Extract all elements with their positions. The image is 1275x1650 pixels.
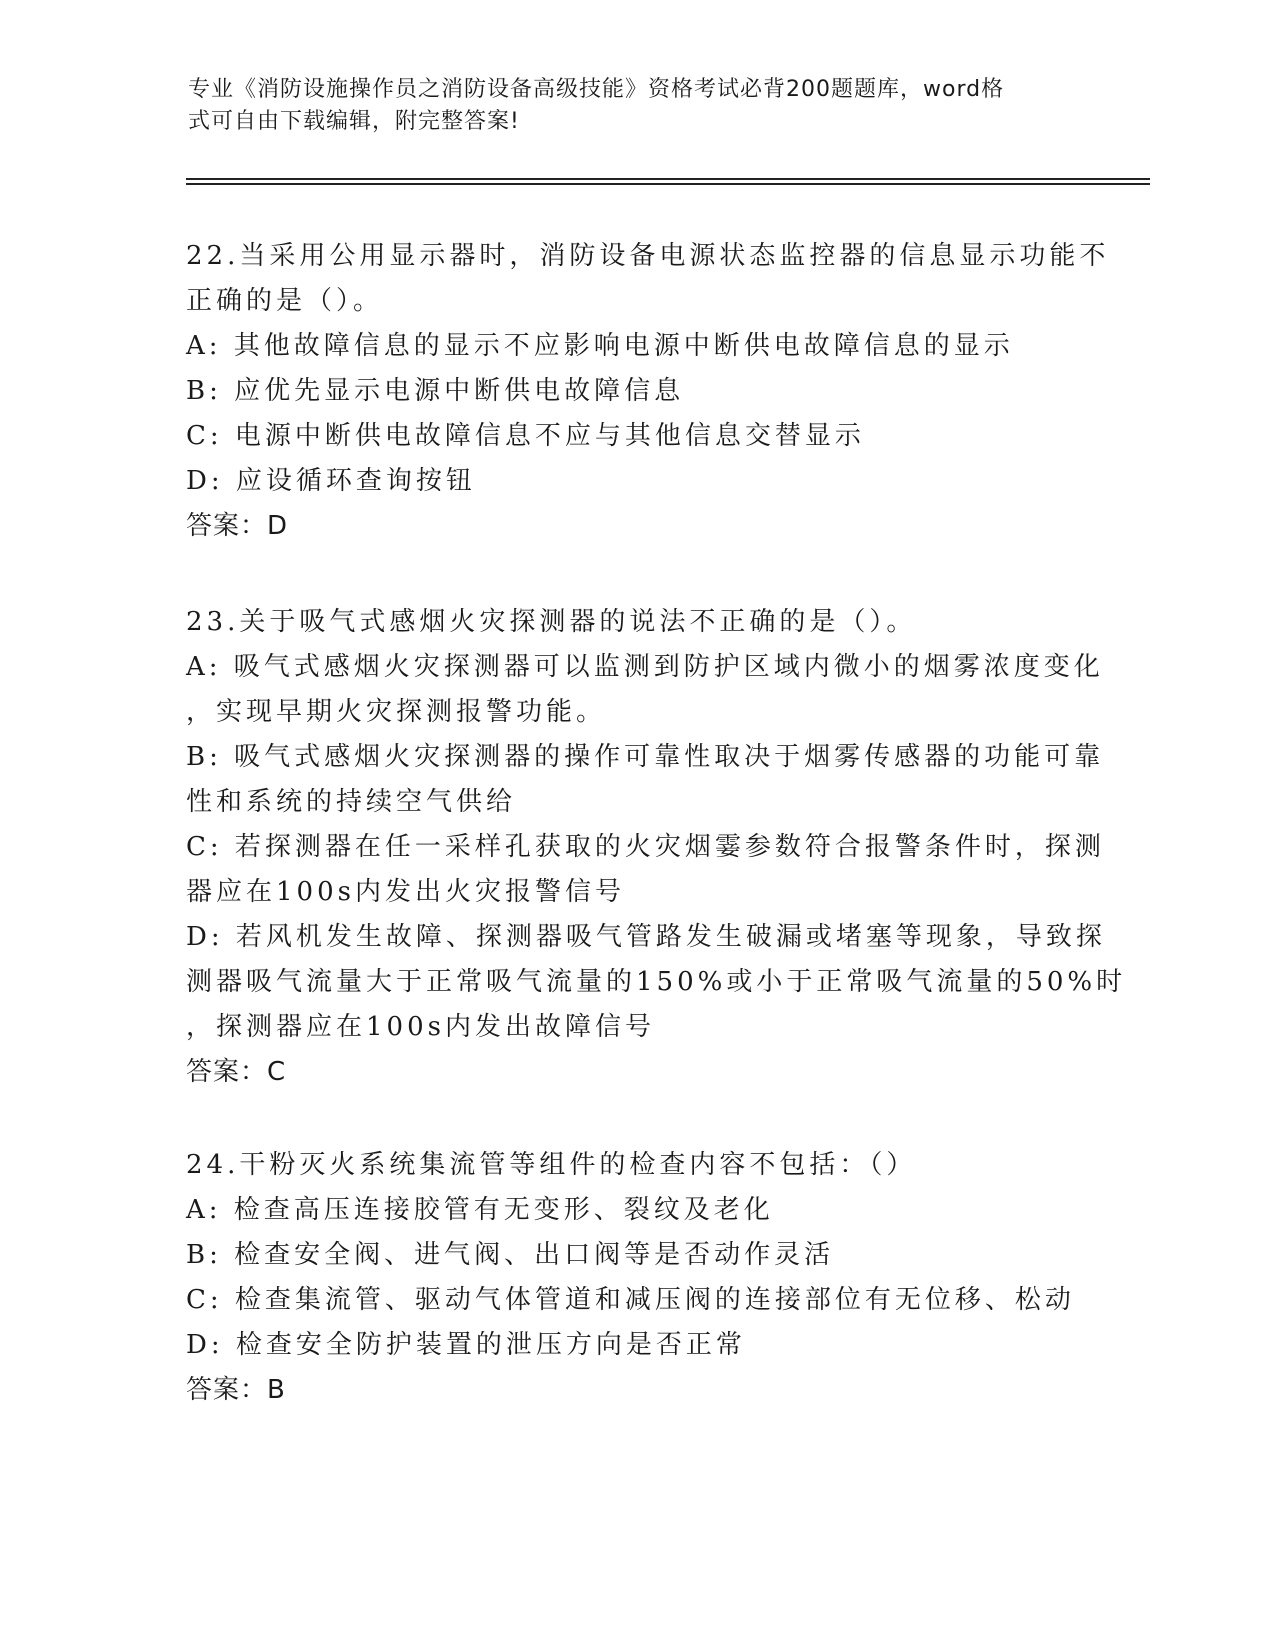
option-d-continued: 测器吸气流量大于正常吸气流量的150%或小于正常吸气流量的50%时: [186, 967, 1127, 997]
document-header: [188, 74, 1068, 138]
question-23: [186, 600, 1127, 1095]
question-stem-line: 22.当采用公用显示器时，消防设备电源状态监控器的信息显示功能不: [186, 241, 1110, 271]
question-stem-line: 正确的是（）。: [186, 286, 384, 316]
option-a: A: 吸气式感烟火灾探测器可以监测到防护区域内微小的烟雾浓度变化: [186, 652, 1104, 682]
question-stem-line: 23.关于吸气式感烟火灾探测器的说法不正确的是（）。: [186, 607, 917, 637]
question-22: [186, 234, 1110, 549]
option-a-continued: ，实现早期火灾探测报警功能。: [186, 697, 607, 727]
option-c: C: 检查集流管、驱动气体管道和减压阀的连接部位有无位移、松动: [186, 1285, 1075, 1315]
option-b: B: 检查安全阀、进气阀、出口阀等是否动作灵活: [186, 1240, 835, 1270]
header-rule-top: [186, 178, 1150, 180]
answer: 答案：B: [186, 1375, 286, 1405]
answer: 答案：C: [186, 1057, 287, 1087]
option-c: C: 电源中断供电故障信息不应与其他信息交替显示: [186, 421, 865, 451]
option-d: D: 检查安全防护装置的泄压方向是否正常: [186, 1330, 746, 1360]
option-a: A: 检查高压连接胶管有无变形、裂纹及老化: [186, 1195, 774, 1225]
question-stem-line: 24.干粉灭火系统集流管等组件的检查内容不包括：（）: [186, 1150, 917, 1180]
answer: 答案：D: [186, 511, 289, 541]
option-b: B: 吸气式感烟火灾探测器的操作可靠性取决于烟雾传感器的功能可靠: [186, 742, 1105, 772]
option-d: D: 应设循环查询按钮: [186, 466, 476, 496]
option-d-continued: ，探测器应在100s内发出故障信号: [186, 1012, 655, 1042]
option-c: C: 若探测器在任一采样孔获取的火灾烟霎参数符合报警条件时，探测: [186, 832, 1105, 862]
option-b-continued: 性和系统的持续空气供给: [186, 787, 517, 817]
header-rule-bottom: [186, 183, 1150, 185]
option-d: D: 若风机发生故障、探测器吸气管路发生破漏或堵塞等现象，导致探: [186, 922, 1106, 952]
question-24: [186, 1143, 1086, 1413]
option-b: B: 应优先显示电源中断供电故障信息: [186, 376, 685, 406]
option-c-continued: 器应在100s内发出火灾报警信号: [186, 877, 625, 907]
header-line-2: 式可自由下载编辑，附完整答案!: [188, 109, 520, 134]
header-line-1: 专业《消防设施操作员之消防设备高级技能》资格考试必背200题题库，word格: [188, 77, 1005, 102]
option-a: A: 其他故障信息的显示不应影响电源中断供电故障信息的显示: [186, 331, 1014, 361]
